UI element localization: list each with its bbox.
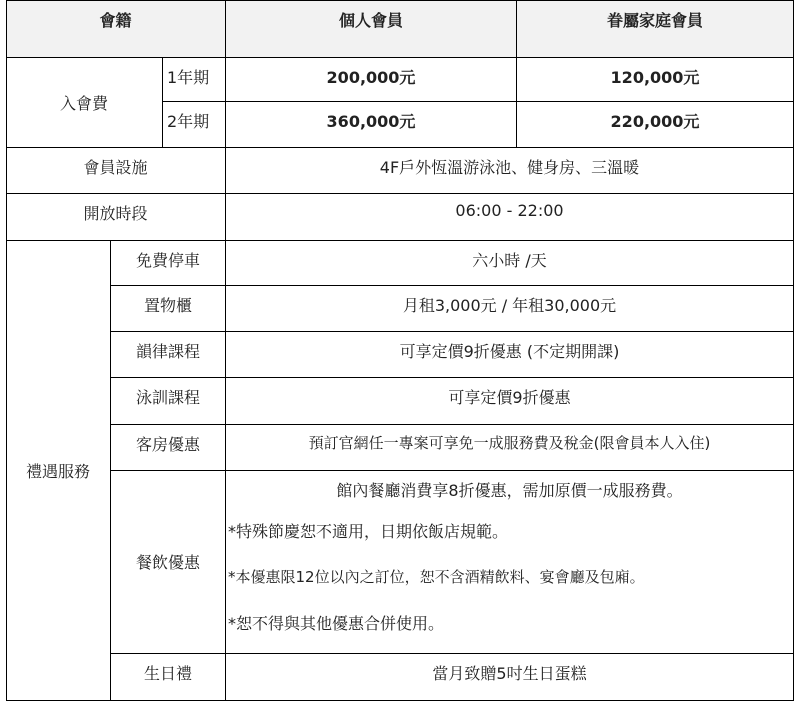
dining-main: 館內餐廳消費享8折優惠，需加原價一成服務費。 (336, 481, 683, 500)
fee-term-1: 1年期 (167, 68, 210, 87)
benefit-name-rhythm: 韻律課程 (135, 342, 200, 361)
benefit-value-swim: 可享定價9折優惠 (448, 388, 571, 407)
fee-family-2: 220,000元 (610, 112, 700, 131)
dining-note-2: *本優惠限12位以內之訂位，恕不含酒精飲料、宴會廳及包廂。 (228, 568, 645, 586)
benefit-name-dining: 餐飲優惠 (135, 553, 200, 572)
dining-note-1: *特殊節慶恕不適用，日期依飯店規範。 (228, 522, 509, 541)
fee-family-1: 120,000元 (610, 68, 700, 87)
benefit-value-room: 預訂官網任一專案可享免一成服務費及稅金(限會員本人入住) (308, 434, 711, 452)
hours-value: 06:00 - 22:00 (455, 201, 564, 220)
benefit-value-rhythm: 可享定價9折優惠 (不定期開課) (399, 342, 620, 361)
header-individual: 個人會員 (338, 11, 403, 30)
benefit-name-room: 客房優惠 (135, 435, 200, 454)
benefit-value-birthday: 當月致贈5吋生日蛋糕 (432, 664, 587, 683)
fee-individual-1: 200,000元 (326, 68, 416, 87)
benefit-value-parking: 六小時 /天 (472, 251, 547, 270)
benefit-name-swim: 泳訓課程 (135, 388, 200, 407)
dining-note-3: *恕不得與其他優惠合併使用。 (228, 614, 445, 633)
header-membership: 會籍 (99, 11, 132, 30)
benefit-name-birthday: 生日禮 (143, 664, 192, 683)
fees-label: 入會費 (59, 93, 108, 113)
fee-individual-2: 360,000元 (326, 112, 416, 131)
benefits-label: 禮遇服務 (25, 461, 90, 481)
benefit-name-parking: 免費停車 (135, 251, 200, 270)
header-family: 眷屬家庭會員 (606, 11, 703, 30)
facilities-label: 會員設施 (83, 158, 148, 177)
fee-term-2: 2年期 (167, 112, 210, 131)
facilities-value: 4F戶外恆溫游泳池、健身房、三溫暖 (379, 158, 640, 177)
benefit-name-locker: 置物櫃 (143, 296, 192, 315)
benefit-value-locker: 月租3,000元 / 年租30,000元 (402, 296, 617, 315)
hours-label: 開放時段 (83, 204, 148, 223)
